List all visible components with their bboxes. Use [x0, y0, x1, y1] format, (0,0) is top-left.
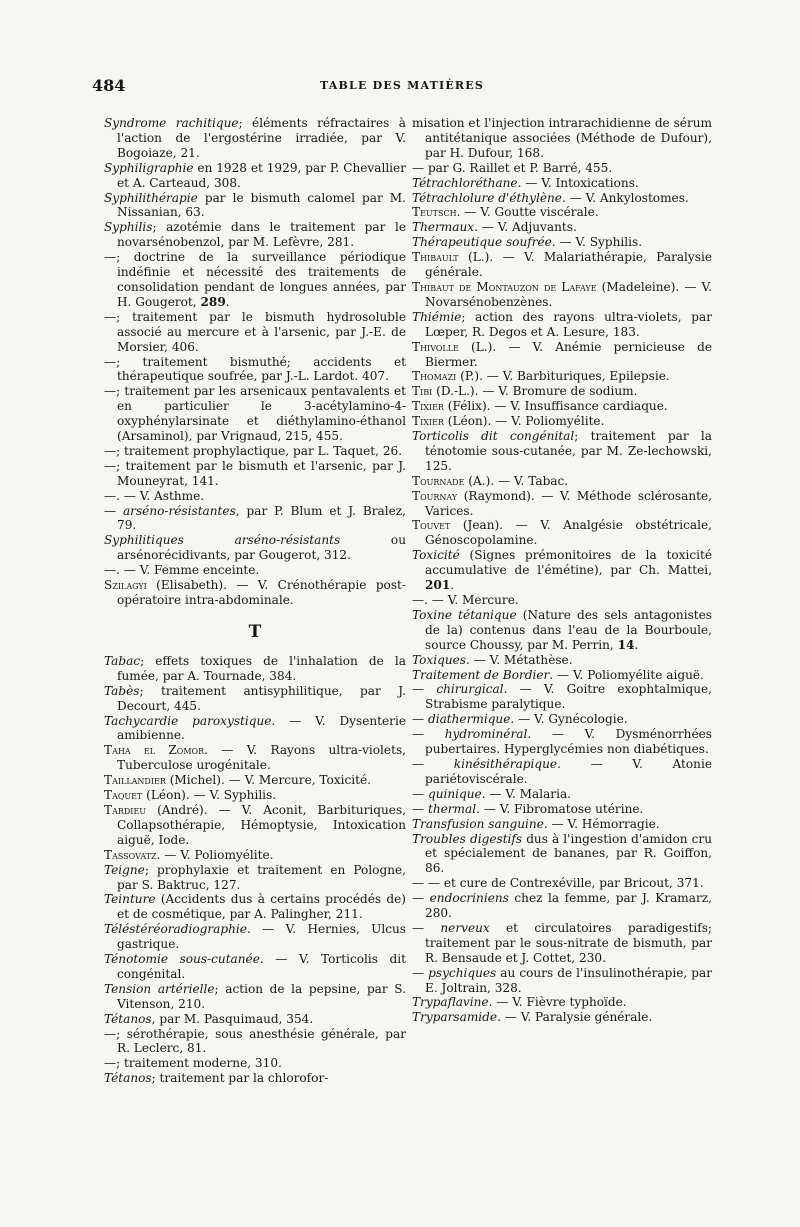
entry-text: ; action des rayons ultra-violets, par Lœper, R. Degos et A. Lesure, 183. [425, 309, 712, 339]
index-entry [104, 250, 406, 310]
entry-text: (Félix). — V. Insuffisance cardiaque. [443, 399, 668, 414]
entry-text: — [412, 727, 445, 742]
entry-term: Syndrome rachitique [104, 116, 239, 130]
index-entry [104, 714, 406, 744]
entry-text: —; sérothérapie, sous anesthésie générale, par R. Leclerc, 81. [104, 1026, 406, 1056]
entry-page-bold: 201 [425, 578, 451, 593]
entry-text: — [412, 712, 428, 727]
index-entry [412, 668, 712, 683]
entry-text: (P.). — V. Barbituriques, Epilepsie. [456, 369, 670, 384]
entry-text: —; traitement par les arsenicaux pentavalents et en particulier le 3-acétylamino-4-oxyphénylarsinate et diéthylamino-éthanol (Arsaminol), par Vrignaud, 215, 455. [104, 384, 406, 444]
index-entry [104, 444, 406, 459]
entry-author: Teutsch [412, 205, 457, 220]
entry-author: Thibaut de Montauzon de Lafaye [412, 279, 597, 294]
entry-text: par le bismuth calomel par M. Nissanian, 63. [117, 190, 406, 220]
index-entry [412, 787, 712, 802]
index-entry [412, 161, 712, 176]
index-entry [412, 429, 712, 474]
right-entries [412, 116, 712, 1025]
index-entry [412, 891, 712, 921]
section-letter: T [248, 621, 262, 642]
entry-text: (L.). — V. Anémie pernicieuse de Biermer. [425, 339, 712, 369]
entry-term: Tétanos [104, 1011, 152, 1026]
entry-text: ; prophylaxie et traitement en Pologne, par S. Baktruc, 127. [117, 862, 406, 892]
entry-text: . — V. Fibromatose utérine. [476, 801, 644, 816]
index-entry [412, 310, 712, 340]
index-entry [104, 803, 406, 848]
entry-text: ou arsénorécidivants, par Gougerot, 312. [117, 533, 407, 563]
entry-text: et circulatoires paradigestifs; traitement par le sous-nitrate de bismuth, par R. Bensaude et J. Cottet, 230. [425, 920, 712, 965]
index-entry [104, 654, 406, 684]
index-entry [412, 220, 712, 235]
entry-term: Tétrachlolure d'éthylène [412, 190, 562, 205]
index-entry [104, 788, 406, 803]
index-entry [412, 832, 712, 877]
index-entry [412, 921, 712, 966]
entry-author: Thomazi [412, 369, 457, 384]
index-entry [412, 593, 712, 608]
index-entry [104, 563, 406, 578]
index-entry [104, 773, 406, 788]
entry-author: Taillandier [104, 773, 166, 788]
entry-term: Thiémie [412, 309, 462, 324]
entry-page-bold: 289 [200, 294, 226, 309]
index-entry [412, 608, 712, 653]
index-entry [412, 1010, 712, 1025]
index-entry [104, 489, 406, 504]
index-entry [412, 966, 712, 996]
entry-term: kinésithérapique [453, 756, 558, 771]
entry-term: hydrominéral [444, 727, 528, 742]
entry-text: . — V. Intoxications. [517, 175, 639, 190]
index-entry [412, 340, 712, 370]
entry-text: ; traitement par la chlorofor- [151, 1071, 329, 1086]
index-entry [412, 474, 712, 489]
entry-text: . — V. Syphilis. [551, 235, 643, 250]
entry-page-bold: 14 [617, 637, 635, 652]
index-entry [104, 743, 406, 773]
left-entries-after-section [104, 654, 406, 1086]
entry-text: — [412, 965, 429, 980]
index-entry [412, 489, 712, 519]
index-entry [104, 952, 406, 982]
entry-text: ; azotémie dans le traitement par le novarsénobenzol, par M. Lefèvre, 281. [117, 220, 406, 250]
index-entry [104, 161, 406, 191]
entry-text: ; traitement antisyphilitique, par J. Decourt, 445. [117, 683, 406, 713]
entry-author: Tournade [412, 473, 465, 488]
entry-text: —. — V. Mercure. [412, 593, 519, 607]
index-entry [412, 712, 712, 727]
entry-text: . — V. Fièvre typhoïde. [488, 995, 627, 1010]
entry-text: au cours de l'insulinothérapie, par E. Joltrain, 328. [425, 965, 712, 995]
entry-text: . — V. Atonie pariétoviscérale. [425, 756, 712, 786]
entry-text: —; traitement moderne, 310. [104, 1056, 282, 1071]
index-entry [104, 384, 406, 444]
index-entry [104, 1056, 406, 1071]
entry-text: . — V. Hernies, Ulcus gastrique. [117, 922, 406, 952]
index-entry [104, 355, 406, 385]
entry-term: Tétrachloréthane [412, 175, 518, 190]
entry-text: —; doctrine de la surveillance périodique indéfinie et nécessité des traitements de consolidation pendant de longues années, par H. Gougerot, [104, 250, 406, 309]
entry-term: Tachycardie paroxystique [104, 713, 272, 728]
page-header [92, 76, 712, 98]
entry-term: Ténotomie sous-cutanée [104, 952, 260, 967]
index-entry [412, 653, 712, 668]
entry-text: . — V. Poliomyélite. [156, 847, 274, 862]
entry-term: diathermique [427, 712, 511, 727]
entry-text: . — V. Métathèse. [466, 652, 573, 667]
index-entry [104, 504, 406, 534]
entry-text: (Michel). — V. Mercure, Toxicité. [165, 773, 372, 788]
entry-term: Transfusion sanguine [412, 816, 544, 831]
entry-text: —; traitement par le bismuth et l'arsenic, par J. Mouneyrat, 141. [104, 458, 406, 488]
index-entry [412, 757, 712, 787]
entry-text: . — V. Gynécologie. [510, 712, 628, 727]
index-entry [412, 414, 712, 429]
entry-text: — — et cure de Contrexéville, par Bricout, 371. [412, 876, 704, 891]
entry-term: Thermaux [412, 220, 475, 235]
entry-term: Syphilis [104, 220, 153, 235]
entry-text: —; traitement bismuthé; accidents et thérapeutique soufrée, par J.-L. Lardot. 407. [104, 354, 406, 384]
index-entry [412, 518, 712, 548]
index-entry [412, 995, 712, 1010]
entry-text: —. — V. Asthme. [104, 488, 205, 503]
entry-text: (L.). — V. Malariathérapie, Paralysie générale. [425, 250, 712, 280]
entry-text: ; traitement par la ténotomie sous-cutanée, par M. Ze-lechowski, 125. [425, 429, 712, 473]
entry-text: —; traitement prophylactique, par L. Taquet, 26. [104, 443, 403, 458]
entry-text: . — V. Dysménorrhées pubertaires. Hyperglycémies non diabétiques. [425, 727, 712, 757]
index-entry [104, 533, 406, 563]
entry-author: Thibault [412, 250, 459, 265]
entry-text: (Elisabeth). — V. Crénothérapie post-opératoire intra-abdominale. [117, 578, 406, 607]
entry-text: (André). — V. Aconit, Barbituriques, Collapsothérapie, Hémoptysie, Intoxication aiguë, Iode. [117, 802, 406, 847]
entry-text: (Jean). — V. Analgésie obstétricale, Génoscopolamine. [425, 518, 712, 548]
entry-text: . — V. Goutte viscérale. [456, 205, 599, 220]
entry-text: en 1928 et 1929, par P. Chevallier et A. Carteaud, 308. [117, 160, 406, 190]
index-entry [104, 220, 406, 250]
index-entry [412, 727, 712, 757]
entry-text: (Léon). — V. Poliomyélite. [443, 414, 605, 429]
index-entry [104, 848, 406, 863]
entry-author: Tixier [412, 399, 444, 414]
index-entry [104, 982, 406, 1012]
entry-text: (D.-L.). — V. Bromure de sodium. [432, 384, 638, 399]
entry-term: Trypaflavine [412, 995, 489, 1010]
entry-term: Teigne [104, 862, 145, 877]
index-entry [104, 1071, 406, 1086]
entry-text: dus à l'ingestion d'amidon cru et spécialement de bananes, par R. Goiffon, 86. [425, 831, 712, 876]
entry-term: Tryparsamide [412, 1010, 498, 1025]
entry-text: . [450, 578, 455, 593]
index-entry [412, 176, 712, 191]
index-entry [104, 116, 406, 161]
entry-term: arséno-résistantes [122, 503, 236, 518]
index-entry [104, 684, 406, 714]
index-entry [104, 191, 406, 221]
entry-term: Thérapeutique soufrée [412, 235, 552, 250]
entry-text: chez la femme, par J. Kramarz, 280. [425, 891, 712, 921]
index-entry [412, 280, 712, 310]
index-entry [104, 892, 406, 922]
entry-text: — [412, 786, 428, 801]
entry-author: Tournay [412, 488, 458, 503]
page-number: 484 [92, 76, 126, 95]
entry-author: Tibi [412, 384, 433, 399]
entry-text: (Léon). — V. Syphilis. [142, 788, 277, 803]
index-entry [412, 548, 712, 593]
entry-text: — [412, 756, 454, 771]
entry-term: Syphilitiques arséno-résistants [104, 533, 341, 548]
entry-author: Szilagyi [104, 578, 147, 593]
entry-text: . — V. Adjuvants. [474, 220, 577, 235]
index-entry [412, 817, 712, 832]
entry-text: (A.). — V. Tabac. [464, 473, 569, 488]
entry-term: Torticolis dit congénital [412, 429, 575, 444]
entry-term: Syphilithérapie [104, 190, 198, 205]
entry-text: , par M. Pasquimaud, 354. [151, 1011, 314, 1026]
entry-text: (Madeleine). — V. Novarsénobenzènes. [425, 279, 712, 309]
index-entry [104, 578, 406, 608]
index-entry [412, 682, 712, 712]
entry-text: — [104, 503, 123, 518]
entry-text: . [225, 294, 230, 309]
left-column [104, 116, 406, 1086]
entry-term: Tension artérielle [104, 981, 215, 996]
entry-text: —; traitement par le bismuth hydrosoluble associé au mercure et à l'arsenic, par J.-E. de Morsier, 406. [104, 309, 406, 354]
entry-text: . — V. Hémorragie. [543, 816, 660, 831]
entry-text: . — V. Ankylostomes. [561, 190, 689, 205]
entry-term: thermal [427, 801, 477, 816]
entry-term: endocriniens [429, 891, 509, 906]
entry-term: Troubles digestifs [412, 831, 523, 846]
entry-author: Tardieu [104, 802, 147, 817]
entry-author: Taha el Zomor [104, 743, 205, 758]
index-entry [412, 191, 712, 206]
entry-text: . — V. Goitre exophtalmique, Strabisme paralytique. [425, 682, 712, 712]
entry-term: Toxicité [412, 548, 460, 563]
index-entry [104, 459, 406, 489]
page-title: TABLE DES MATIÈRES [320, 79, 484, 92]
index-entry [412, 116, 712, 161]
right-column [412, 116, 712, 1025]
entry-author: Tixier [412, 414, 444, 429]
index-entry [412, 235, 712, 250]
entry-text: . — V. Rayons ultra-violets, Tuberculose urogénitale. [117, 743, 406, 773]
entry-text: , par P. Blum et J. Bralez, 79. [117, 503, 406, 533]
entry-term: Tabac [104, 653, 141, 668]
entry-text: — [412, 920, 441, 935]
entry-text: . — V. Paralysie générale. [497, 1010, 653, 1025]
entry-text: misation et l'injection intrarachidienne de sérum antitétanique associées (Méthode de Dufour), par H. Dufour, 168. [412, 116, 712, 160]
entry-text: — par G. Raillet et P. Barré, 455. [412, 160, 613, 175]
entry-text: . — V. Poliomyélite aiguë. [549, 667, 704, 682]
entry-author: Tassovatz [104, 847, 157, 862]
entry-term: Traitement de Bordier [412, 667, 550, 682]
index-entry [104, 922, 406, 952]
entry-term: Toxine tétanique [412, 607, 517, 622]
entry-text: . [634, 637, 639, 652]
entry-term: quinique [427, 786, 482, 801]
entry-author: Taquet [104, 788, 143, 803]
entry-author: Touvet [412, 518, 451, 533]
index-entry [412, 250, 712, 280]
entry-text: . — V. Malaria. [481, 786, 572, 801]
entry-text: (Signes prémonitoires de la toxicité accumulative de l'émétine), par Ch. Mattei, [425, 548, 712, 578]
index-entry [412, 384, 712, 399]
entry-text: . — V. Torticolis dit congénital. [117, 952, 406, 981]
entry-text: ; éléments réfractaires à l'action de l'ergostérine irradiée, par V. Bogoiaze, 21. [117, 116, 406, 160]
entry-text: — [412, 682, 437, 697]
entry-term: Téléstéréoradiographie [104, 922, 247, 937]
entry-text: — [412, 801, 428, 816]
entry-text: . — V. Dysenterie amibienne. [117, 713, 406, 743]
index-entry [412, 802, 712, 817]
entry-text: ; action de la pepsine, par S. Vitenson, 210. [117, 981, 406, 1011]
entry-term: psychiques [428, 965, 497, 980]
entry-term: Syphiligraphie [104, 160, 194, 175]
entry-author: Thivolle [412, 339, 459, 354]
entry-term: Teinture [104, 892, 156, 907]
index-entry [412, 205, 712, 220]
entry-text: —. — V. Femme enceinte. [104, 563, 260, 578]
entry-text: (Raymond). — V. Méthode sclérosante, Varices. [425, 488, 712, 518]
entry-term: Tétanos [104, 1071, 152, 1086]
entry-text: (Nature des sels antagonistes de la) contenus dans l'eau de la Bourboule, source Choussy, par M. Perrin, [425, 607, 712, 652]
entry-text: (Accidents dus à certains procédés de) et de cosmétique, par A. Palingher, 211. [117, 892, 406, 922]
index-entry [412, 399, 712, 414]
index-entry [412, 369, 712, 384]
entry-term: nerveux [440, 920, 490, 935]
entry-text: — [412, 891, 430, 906]
entry-term: Toxiques [412, 652, 466, 667]
index-entry [104, 1012, 406, 1027]
index-entry [104, 863, 406, 893]
left-entries-before-section [104, 116, 406, 608]
index-entry [412, 876, 712, 891]
entry-term: Tabès [104, 683, 140, 698]
entry-term: chirurgical [436, 682, 504, 697]
index-entry [104, 310, 406, 355]
entry-text: ; effets toxiques de l'inhalation de la fumée, par A. Tournade, 384. [117, 653, 406, 683]
index-entry [104, 1027, 406, 1057]
